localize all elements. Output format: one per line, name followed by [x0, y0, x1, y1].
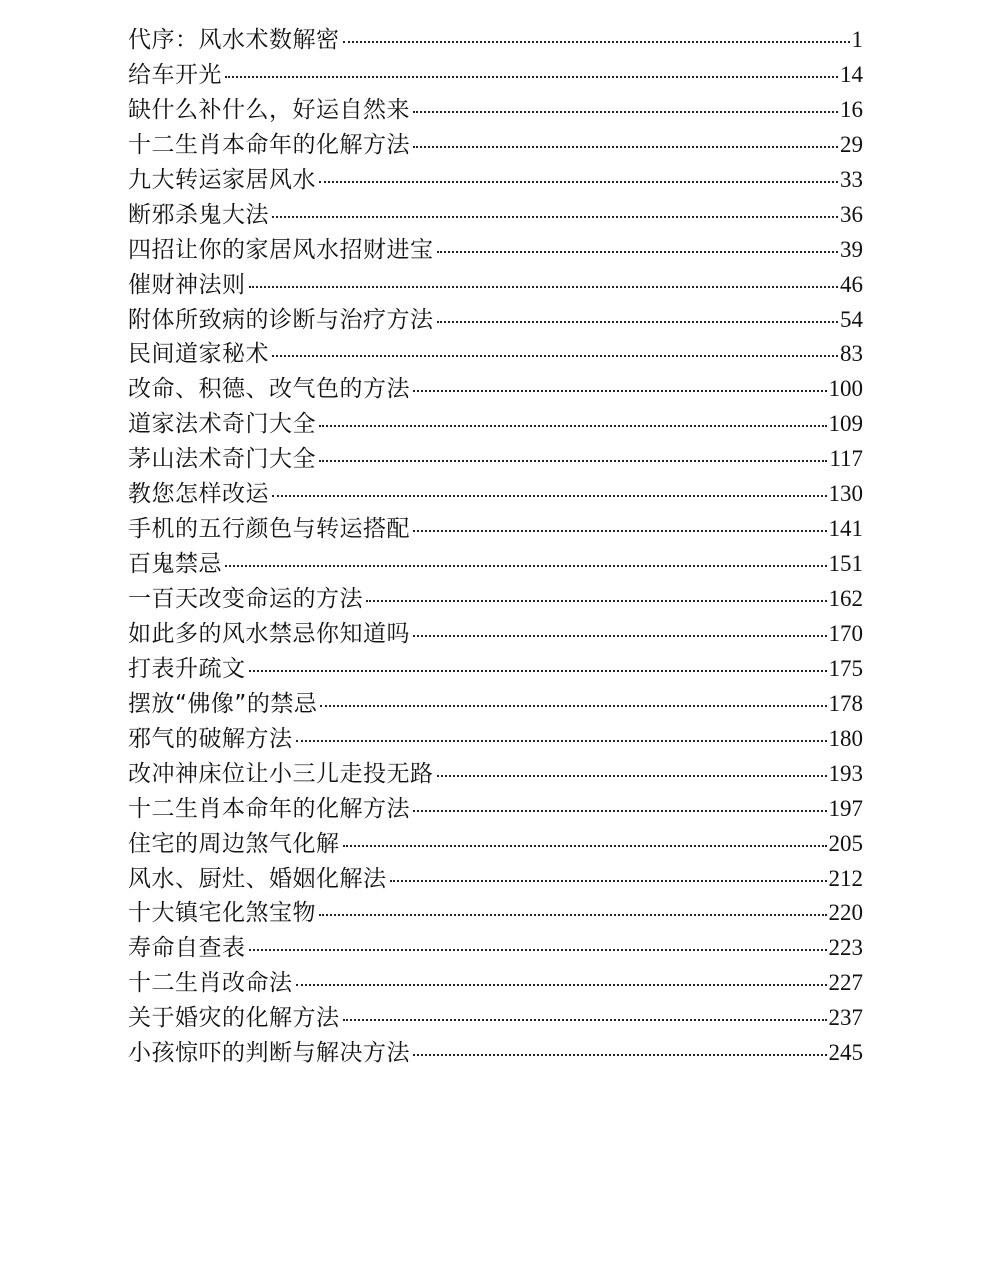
toc-entry[interactable] [128, 720, 863, 755]
dot-leader [343, 1019, 827, 1021]
toc-entry-page: 33 [840, 166, 863, 192]
toc-entry[interactable] [128, 510, 863, 545]
dot-leader [343, 845, 827, 847]
toc-entry-page: 178 [828, 690, 863, 716]
toc-entry-title: 一百天改变命运的方法 [128, 586, 363, 612]
toc-entry[interactable] [128, 580, 863, 615]
dot-leader [343, 41, 850, 43]
dot-leader [319, 460, 827, 462]
toc-entry[interactable] [128, 21, 863, 56]
toc-entry-title: 小孩惊吓的判断与解决方法 [128, 1040, 410, 1067]
toc-entry[interactable] [128, 301, 863, 336]
toc-entry-page: 141 [828, 516, 863, 542]
dot-leader [437, 321, 839, 323]
toc-entry-page: 223 [828, 935, 863, 961]
dot-leader [319, 181, 838, 183]
toc-entry[interactable] [128, 685, 863, 720]
dot-leader [249, 670, 827, 672]
dot-leader [272, 216, 838, 218]
toc-entry-page: 100 [828, 376, 863, 402]
toc-entry-title: 四招让你的家居风水招财进宝 [128, 236, 434, 263]
toc-entry-title: 十二生肖改命法 [128, 970, 293, 997]
toc-entry-title: 九大转运家居风水 [128, 166, 316, 193]
toc-entry-page: 39 [840, 236, 863, 262]
toc-entry-title: 如此多的风水禁忌你知道吗 [128, 620, 410, 647]
toc-entry-page: 1 [851, 27, 863, 52]
toc-entry-page: 130 [828, 481, 863, 507]
dot-leader [225, 76, 838, 78]
toc-entry-title: 缺什么补什么，好运自然来 [128, 96, 410, 123]
dot-leader [413, 146, 838, 148]
toc-entry-title: 十大镇宅化煞宝物 [128, 900, 316, 927]
toc-entry[interactable] [128, 964, 863, 999]
toc-entry[interactable] [128, 999, 863, 1034]
toc-entry[interactable] [128, 266, 863, 301]
toc-entry-page: 205 [828, 830, 863, 856]
toc-entry[interactable] [128, 91, 863, 126]
table-of-contents [128, 21, 863, 1069]
toc-entry-title: 打表升疏文 [128, 655, 246, 682]
toc-entry[interactable] [128, 405, 863, 440]
toc-entry-title: 风水、厨灶、婚姻化解法 [128, 865, 387, 892]
toc-entry-title: 催财神法则 [128, 271, 246, 298]
toc-entry[interactable] [128, 615, 863, 650]
dot-leader [249, 949, 827, 951]
dot-leader [413, 111, 838, 113]
toc-entry-page: 16 [840, 96, 863, 122]
dot-leader [413, 635, 827, 637]
toc-entry-page: 197 [828, 795, 863, 821]
toc-entry-title: 寿命自查表 [128, 935, 246, 962]
dot-leader [249, 286, 839, 288]
toc-entry[interactable] [128, 161, 863, 196]
toc-entry-title: 教您怎样改运 [128, 481, 269, 508]
toc-entry[interactable] [128, 545, 863, 580]
dot-leader [413, 390, 827, 392]
dot-leader [320, 705, 826, 707]
toc-entry-page: 83 [840, 341, 863, 367]
toc-entry[interactable] [128, 335, 863, 370]
toc-entry-title: 给车开光 [128, 61, 222, 88]
toc-entry-page: 170 [828, 620, 863, 646]
dot-leader [319, 914, 827, 916]
toc-entry[interactable] [128, 929, 863, 964]
toc-entry-page: 180 [828, 725, 863, 751]
toc-entry-page: 237 [828, 1005, 863, 1031]
toc-entry-page: 162 [828, 586, 863, 611]
dot-leader [272, 355, 838, 357]
toc-entry-title: 改冲神床位让小三儿走投无路 [128, 760, 434, 787]
dot-leader [319, 425, 827, 427]
toc-entry-title: 十二生肖本命年的化解方法 [128, 131, 410, 158]
toc-entry-title: 邪气的破解方法 [128, 725, 293, 752]
toc-entry-title: 断邪杀鬼大法 [128, 201, 269, 228]
toc-entry[interactable] [128, 370, 863, 405]
toc-entry-page: 14 [840, 61, 863, 87]
dot-leader [390, 880, 827, 882]
toc-entry-page: 175 [828, 655, 863, 681]
toc-entry-title: 摆放“佛像”的禁忌 [128, 690, 318, 717]
toc-entry-page: 117 [829, 446, 863, 472]
dot-leader [225, 565, 827, 567]
toc-entry-title: 民间道家秘术 [128, 341, 269, 368]
toc-entry-page: 193 [828, 760, 863, 786]
toc-entry-page: 245 [828, 1040, 863, 1066]
toc-entry[interactable] [128, 755, 863, 790]
toc-entry-title: 代序：风水术数解密 [128, 27, 340, 53]
toc-entry-page: 151 [828, 551, 863, 577]
toc-entry-title: 改命、积德、改气色的方法 [128, 376, 410, 403]
toc-entry-page: 220 [828, 900, 863, 926]
toc-entry-title: 道家法术奇门大全 [128, 411, 316, 438]
dot-leader [296, 740, 827, 742]
toc-entry[interactable] [128, 231, 863, 266]
dot-leader [437, 251, 839, 253]
toc-entry[interactable] [128, 126, 863, 161]
dot-leader [413, 810, 827, 812]
toc-entry-title: 手机的五行颜色与转运搭配 [128, 516, 410, 543]
toc-entry-title: 附体所致病的诊断与治疗方法 [128, 306, 434, 333]
toc-entry-title: 住宅的周边煞气化解 [128, 830, 340, 857]
toc-entry-page: 36 [840, 201, 863, 227]
toc-entry-title: 百鬼禁忌 [128, 551, 222, 578]
toc-entry-page: 54 [840, 306, 863, 332]
toc-entry[interactable] [128, 440, 863, 475]
toc-entry[interactable] [128, 56, 863, 91]
toc-entry[interactable] [128, 894, 863, 929]
toc-entry[interactable] [128, 1034, 863, 1069]
toc-entry[interactable] [128, 475, 863, 510]
toc-entry-title: 茅山法术奇门大全 [128, 446, 316, 473]
toc-entry-page: 29 [840, 131, 863, 157]
toc-entry-page: 46 [840, 271, 863, 297]
toc-entry[interactable] [128, 196, 863, 231]
dot-leader [413, 1054, 827, 1056]
toc-entry[interactable] [128, 790, 863, 825]
toc-entry-page: 227 [828, 970, 863, 996]
toc-entry-page: 109 [828, 411, 863, 437]
dot-leader [413, 530, 827, 532]
dot-leader [296, 984, 827, 986]
toc-entry-title: 十二生肖本命年的化解方法 [128, 795, 410, 822]
toc-entry-title: 关于婚灾的化解方法 [128, 1005, 340, 1032]
toc-entry[interactable] [128, 825, 863, 860]
dot-leader [272, 495, 827, 497]
toc-entry[interactable] [128, 860, 863, 895]
dot-leader [366, 600, 827, 602]
toc-entry-page: 212 [828, 865, 863, 891]
dot-leader [437, 775, 827, 777]
toc-entry[interactable] [128, 650, 863, 685]
